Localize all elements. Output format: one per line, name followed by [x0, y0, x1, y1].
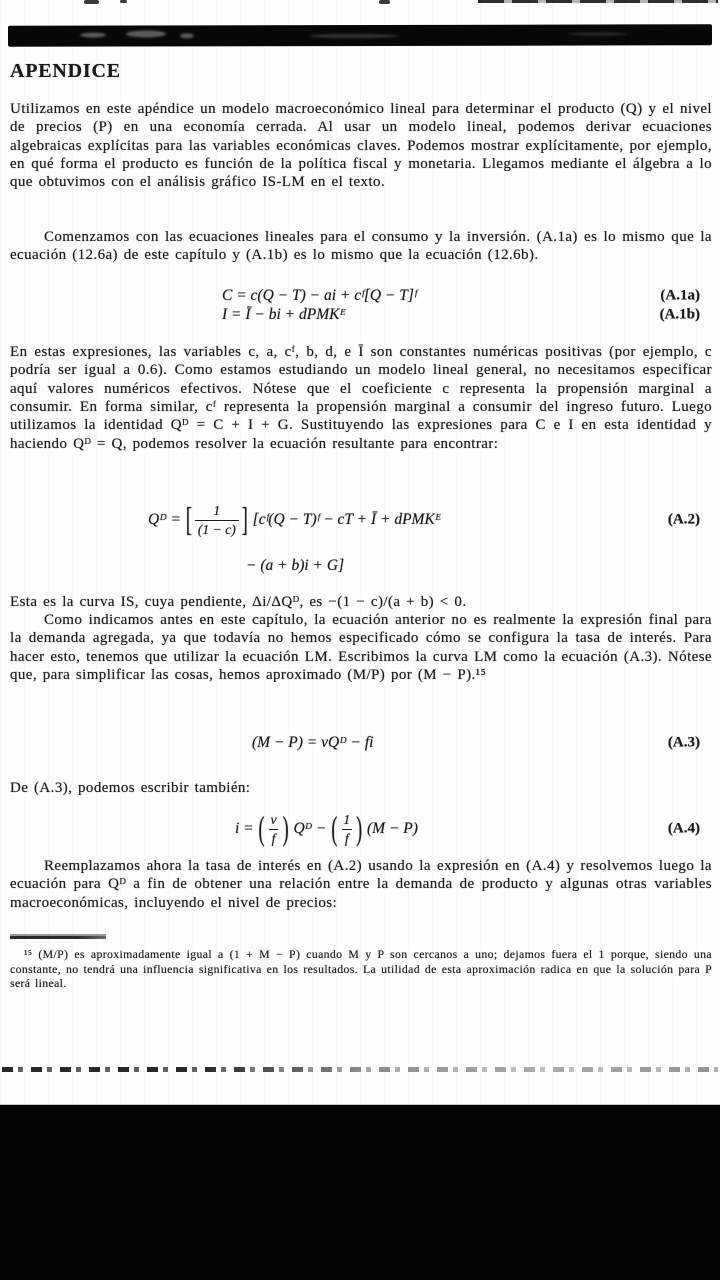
scan-smudge: [126, 30, 166, 37]
equation-a3: [10, 732, 712, 754]
scan-black-bar-top: [8, 24, 712, 46]
paragraph-variables: En estas expresiones, las variables c, a, cᶠ, b, d, e Ī son constantes numéricas positivas (por ejemplo, c podría ser igual a 0.6). Como estamos estudiando un modelo lineal general, no necesitamos especificar aquí valores numéricos efectivos. Nótese que el coeficiente c representa la propensión marginal a consumir. En forma similar, cᶠ representa la propensión marginal a consumir del ingreso futuro. Luego utilizamos la identidad Qᴰ = C + I + G. Sustituyendo las expresiones para C e I en esta identidad y haciendo Qᴰ = Q, podemos resolver la ecuación resultante para encontrar:: [10, 344, 712, 452]
equation-a2-expression: Qᴰ = [ $\frac{1}{(1 - c)}$ ] [cᶠ(Q − T)ᶠ − cT + Ī + dPMKᴱ: [148, 500, 442, 538]
equation-a2-line2: [10, 556, 712, 575]
equation-a4-label: (A.4): [667, 820, 700, 837]
paragraph-de-a3: De (A.3), podemos escribir también:: [10, 780, 251, 796]
scan-smudge: [180, 33, 194, 38]
equation-a4: [10, 811, 712, 847]
scan-smudge: [568, 32, 628, 35]
equation-a2-line1: [10, 500, 712, 540]
equation-a1b-label: (A.1b): [659, 306, 700, 322]
equation-a1a-label: (A.1a): [660, 287, 700, 303]
paragraph-is-curve: Esta es la curva IS, cuya pendiente, Δi/ΔQᴰ, es −(1 − c)/(a + b) < 0.: [10, 594, 467, 610]
scan-artifact-top-rule: [478, 0, 718, 3]
scan-black-bar-bottom: [0, 1104, 720, 1280]
scan-artifact-top-fragment: [379, 0, 390, 4]
equation-a1a: [10, 286, 712, 305]
scan-smudge: [80, 33, 106, 38]
equation-a3-expression: (M − P) = vQᴰ − fi: [252, 734, 374, 751]
equation-a1b: [10, 305, 712, 324]
footnote-separator-rule: [10, 936, 106, 939]
paragraph-lm-intro: Como indicamos antes en este capítulo, la ecuación anterior no es realmente la expresión final para la demanda agregada, ya que todavía no hemos especificado cómo se configura la tasa de interés. Para hacer esto, tenemos que utilizar la ecuación LM. Escribimos la curva LM como la ecuación (A.3). Nótese que, para simplificar las cosas, hemos aproximado (M/P) por (M − P).¹⁵: [10, 612, 712, 684]
equation-a2-continuation: − (a + b)i + G]: [246, 556, 345, 574]
scan-smudge: [308, 34, 398, 38]
footnote-15: ¹⁵ (M/P) es aproximadamente igual a (1 + M − P) cuando M y P son cercanos a uno; dejamos fuera el 1 porque, siendo una constante, no tendrá una influencia significativa en los resultados. La utilidad de esta aproximación radica en que la solución para P será lineal.: [10, 947, 712, 991]
equation-a1b-expression: I = Ī − bi + dPMKᴱ: [222, 305, 346, 323]
equation-a4-expression: i = ( $\frac{v}{f}$ ) Qᴰ − ( $\frac{1}{f}$ ) (M − P): [235, 809, 418, 847]
scan-artifact-top-fragment: [120, 0, 127, 3]
equation-a1a-expression: C = c(Q − T) − ai + cᶠ[Q − T]ᶠ: [222, 286, 417, 304]
equation-a2-label: (A.2): [667, 511, 700, 528]
scan-artifact-top-fragment: [84, 0, 99, 4]
paragraph-equations-intro: Comenzamos con las ecuaciones lineales para el consumo y la inversión. (A.1a) es lo mismo que la ecuación (12.6a) de este capítulo y (A.1b) es lo mismo que la ecuación (12.6b).: [10, 229, 712, 264]
paragraph-intro: Utilizamos en este apéndice un modelo macroeconómico lineal para determinar el producto (Q) y el nivel de precios (P) en una economía cerrada. Al usar un modelo lineal, podemos derivar ecuaciones algebraicas explícitas para las variables económicas claves. Podemos mostrar explícitamente, por ejemplo, en qué forma el producto es función de la política fiscal y monetaria. Llegamos mediante el álgebra a lo que obtuvimos con el análisis gráfico IS-LM en el texto.: [10, 101, 712, 191]
appendix-heading: APENDICE: [10, 60, 121, 82]
equation-a3-label: (A.3): [667, 734, 700, 751]
scan-artifact-dashed-line: [2, 1067, 718, 1072]
paragraph-replace-interest: Reemplazamos ahora la tasa de interés en (A.2) usando la expresión en (A.4) y resolvemos luego la ecuación para Qᴰ a fin de obtener una relación entre la demanda de producto y algunas otras variables macroeconómicas, incluyendo el nivel de precios:: [10, 858, 712, 911]
